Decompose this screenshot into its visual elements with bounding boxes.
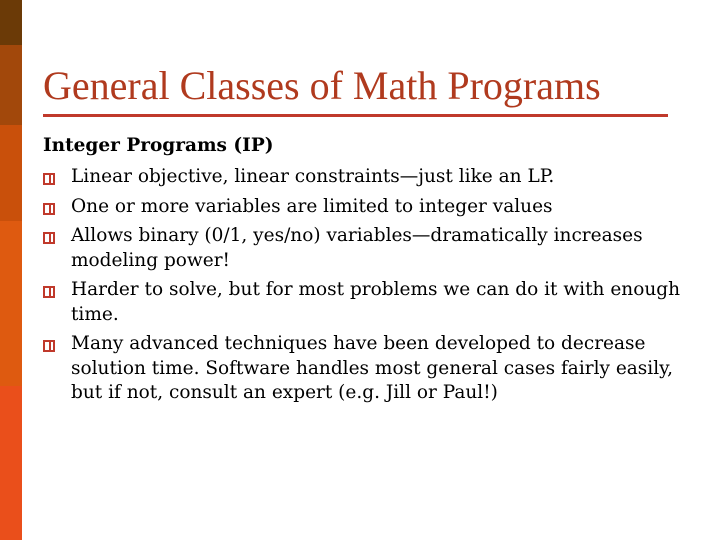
bullet-text: One or more variables are limited to integer values — [71, 195, 553, 217]
bullet-item — [43, 195, 693, 220]
bullet-item — [43, 224, 693, 273]
square-bullet-icon — [43, 340, 55, 352]
bullet-item — [43, 278, 693, 327]
square-bullet-icon — [43, 232, 55, 244]
square-bullet-icon — [43, 203, 55, 215]
bullet-text: Many advanced techniques have been developed to decrease solution time. Software handles most general cases fairly easily, but if not, consult an expert (e.g. Jill or Paul!) — [71, 333, 674, 403]
bullet-item — [43, 165, 693, 190]
bullet-text: Linear objective, linear constraints—just like an LP. — [71, 166, 555, 187]
square-bullet-icon — [43, 286, 55, 298]
bullet-text: Allows binary (0/1, yes/no) variables—dramatically increases modeling power! — [71, 225, 643, 271]
stripe-3 — [0, 125, 22, 221]
stripe-5 — [0, 386, 22, 540]
slide-subheading: Integer Programs (IP) — [43, 135, 274, 156]
stripe-4 — [0, 221, 22, 386]
stripe-1 — [0, 0, 22, 45]
bullet-list — [43, 165, 693, 411]
bullet-text: Harder to solve, but for most problems we can do it with enough time. — [71, 279, 681, 325]
slide-title: General Classes of Math Programs — [43, 63, 601, 108]
bullet-item — [43, 332, 693, 406]
decorative-side-stripes — [0, 0, 22, 540]
stripe-2 — [0, 45, 22, 125]
title-underline-rule — [43, 114, 668, 117]
square-bullet-icon — [43, 173, 55, 185]
